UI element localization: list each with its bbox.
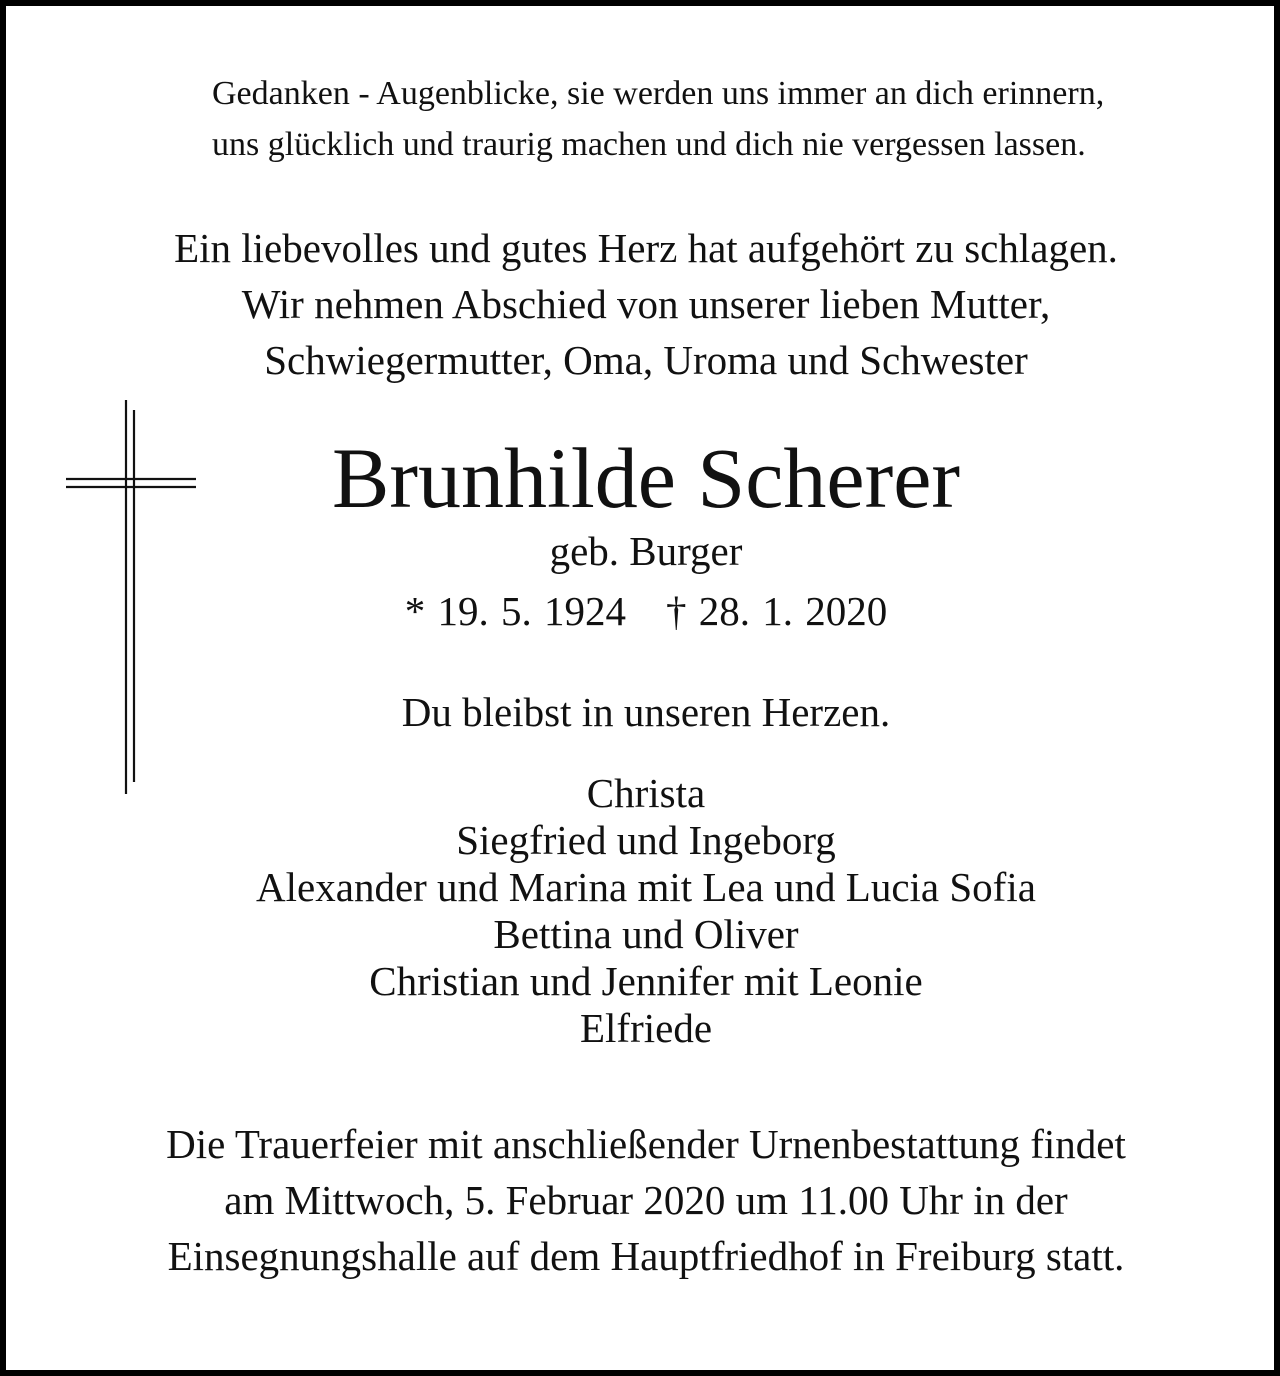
- mourner-line: Elfriede: [579, 1005, 713, 1051]
- intro-line: Ein liebevolles und gutes Herz hat aufgehört zu schlagen.: [174, 225, 1118, 271]
- mourner-line: Bettina und Oliver: [493, 911, 799, 957]
- ceremony-line: Die Trauerfeier mit anschließender Urnenbestattung findet: [166, 1121, 1126, 1167]
- ceremony-line: am Mittwoch, 5. Februar 2020 um 11.00 Uhr in der: [224, 1177, 1068, 1223]
- deceased-name: Brunhilde Scherer: [331, 430, 961, 526]
- intro-line: Schwiegermutter, Oma, Uroma und Schwester: [264, 337, 1028, 383]
- intro-line: Wir nehmen Abschied von unserer lieben Mutter,: [241, 281, 1051, 327]
- mourner-line: Christian und Jennifer mit Leonie: [369, 958, 923, 1004]
- mourner-line: Alexander und Marina mit Lea und Lucia Sofia: [256, 864, 1036, 910]
- poem-line: uns glücklich und traurig machen und dich nie vergessen lassen.: [212, 126, 1086, 163]
- mourner-line: Christa: [586, 770, 706, 816]
- ceremony-line: Einsegnungshalle auf dem Hauptfriedhof in Freiburg statt.: [167, 1233, 1125, 1279]
- death-date: † 28. 1. 2020: [666, 588, 888, 634]
- birth-date: * 19. 5. 1924: [404, 588, 626, 634]
- poem: [212, 68, 1252, 170]
- life-dates: [6, 586, 1280, 636]
- birth-name: geb. Burger: [549, 528, 743, 574]
- mourner-line: Siegfried und Ingeborg: [456, 817, 836, 863]
- poem-line: Gedanken - Augenblicke, sie werden uns immer an dich erinnern,: [212, 75, 1105, 112]
- motto: Du bleibst in unseren Herzen.: [401, 689, 891, 735]
